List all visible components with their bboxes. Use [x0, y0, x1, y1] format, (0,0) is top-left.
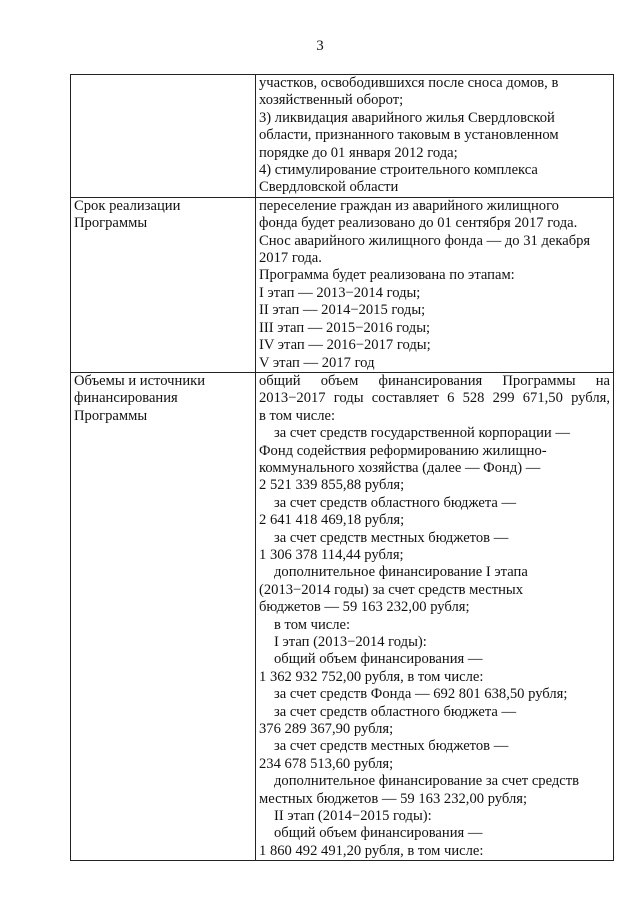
- row-value-line: переселение граждан из аварийного жилищного: [259, 197, 559, 214]
- row-value-line: Свердловской области: [259, 179, 399, 196]
- row-value-line: за счет средств областного бюджета —: [274, 494, 517, 511]
- row-value-line: хозяйственный оборот;: [259, 92, 404, 109]
- row-value-cell: [256, 372, 614, 860]
- row-value-line: 376 289 367,90 рубля;: [259, 721, 394, 737]
- row-value-line: 2013−2017 годы составляет 6 528 299 671,50 рубля,: [259, 390, 610, 407]
- row-value-line: IV этап — 2016−2017 годы;: [259, 337, 431, 354]
- table-row: [71, 372, 614, 860]
- row-value-line: порядке до 01 января 2012 года;: [259, 144, 458, 161]
- row-label-cell: [71, 372, 256, 860]
- row-label-line: Программы: [74, 407, 148, 424]
- row-label-line: Срок реализации: [74, 197, 181, 214]
- row-value-line: за счет средств Фонда — 692 801 638,50 рубля;: [274, 686, 568, 703]
- row-label-cell: [71, 197, 256, 372]
- row-value-cell: [256, 75, 614, 198]
- row-value-line: Снос аварийного жилищного фонда — до 31 декабря: [259, 232, 591, 249]
- row-value-line: за счет средств местных бюджетов —: [274, 738, 509, 755]
- row-value-line: коммунального хозяйства (далее — Фонд) —: [259, 459, 541, 476]
- row-value-line: дополнительное финансирование I этапа: [274, 564, 528, 581]
- row-value-line: Фонд содействия реформированию жилищно-: [259, 442, 547, 459]
- row-value-line: дополнительное финансирование за счет средств: [274, 773, 580, 790]
- row-value-cell: [256, 197, 614, 372]
- row-value-line: I этап (2013−2014 годы):: [274, 633, 427, 650]
- row-value-line: общий объем финансирования —: [274, 651, 483, 668]
- row-label-line: финансирования: [74, 390, 178, 407]
- row-value-line: области, признанного таковым в установленном: [259, 127, 559, 144]
- row-value-line: 3) ликвидация аварийного жилья Свердловской: [259, 109, 555, 126]
- row-value-line: I этап — 2013−2014 годы;: [259, 284, 421, 301]
- row-value-line: в том числе:: [259, 407, 336, 424]
- page-number: 3: [316, 38, 324, 54]
- row-value-line: 234 678 513,60 рубля;: [259, 755, 394, 772]
- row-value-line: 4) стимулирование строительного комплекса: [259, 162, 538, 179]
- row-value-line: местных бюджетов — 59 163 232,00 рубля;: [259, 790, 528, 807]
- row-value-line: (2013−2014 годы) за счет средств местных: [259, 581, 523, 598]
- row-value-line: II этап — 2014−2015 годы;: [259, 302, 426, 319]
- row-value-line: 1 860 492 491,20 рубля, в том числе:: [259, 842, 484, 859]
- row-value-line: за счет средств государственной корпорации —: [274, 425, 570, 442]
- row-value-line: V этап — 2017 год: [259, 354, 375, 371]
- row-value-line: в том числе:: [274, 616, 351, 633]
- table-row: [71, 75, 614, 198]
- row-value-line: общий объем финансирования Программы на: [259, 372, 610, 389]
- row-value-line: 1 306 378 114,44 рубля;: [259, 546, 404, 563]
- row-label-line: Программы: [74, 215, 148, 232]
- row-label-line: Объемы и источники: [74, 372, 206, 389]
- table-body: [71, 75, 614, 861]
- program-passport-table: [70, 74, 614, 861]
- row-value-line: участков, освободившихся после сноса домов, в: [259, 75, 559, 91]
- row-value-line: Программа будет реализована по этапам:: [259, 267, 515, 284]
- row-value-line: II этап (2014−2015 годы):: [274, 808, 432, 825]
- row-value-line: за счет средств областного бюджета —: [274, 703, 517, 720]
- row-value-line: 2 521 339 855,88 рубля;: [259, 477, 405, 494]
- row-value-line: 1 362 932 752,00 рубля, в том числе:: [259, 668, 484, 685]
- row-label-cell: [71, 75, 256, 198]
- row-value-line: фонда будет реализовано до 01 сентября 2017 года.: [259, 215, 578, 232]
- table-row: [71, 197, 614, 372]
- row-value-line: бюджетов — 59 163 232,00 рубля;: [259, 599, 470, 616]
- row-value-line: за счет средств местных бюджетов —: [274, 529, 509, 546]
- row-value-line: 2017 года.: [259, 250, 322, 267]
- row-value-line: 2 641 418 469,18 рубля;: [259, 512, 405, 529]
- row-value-line: общий объем финансирования —: [274, 825, 483, 842]
- row-value-line: III этап — 2015−2016 годы;: [259, 319, 431, 336]
